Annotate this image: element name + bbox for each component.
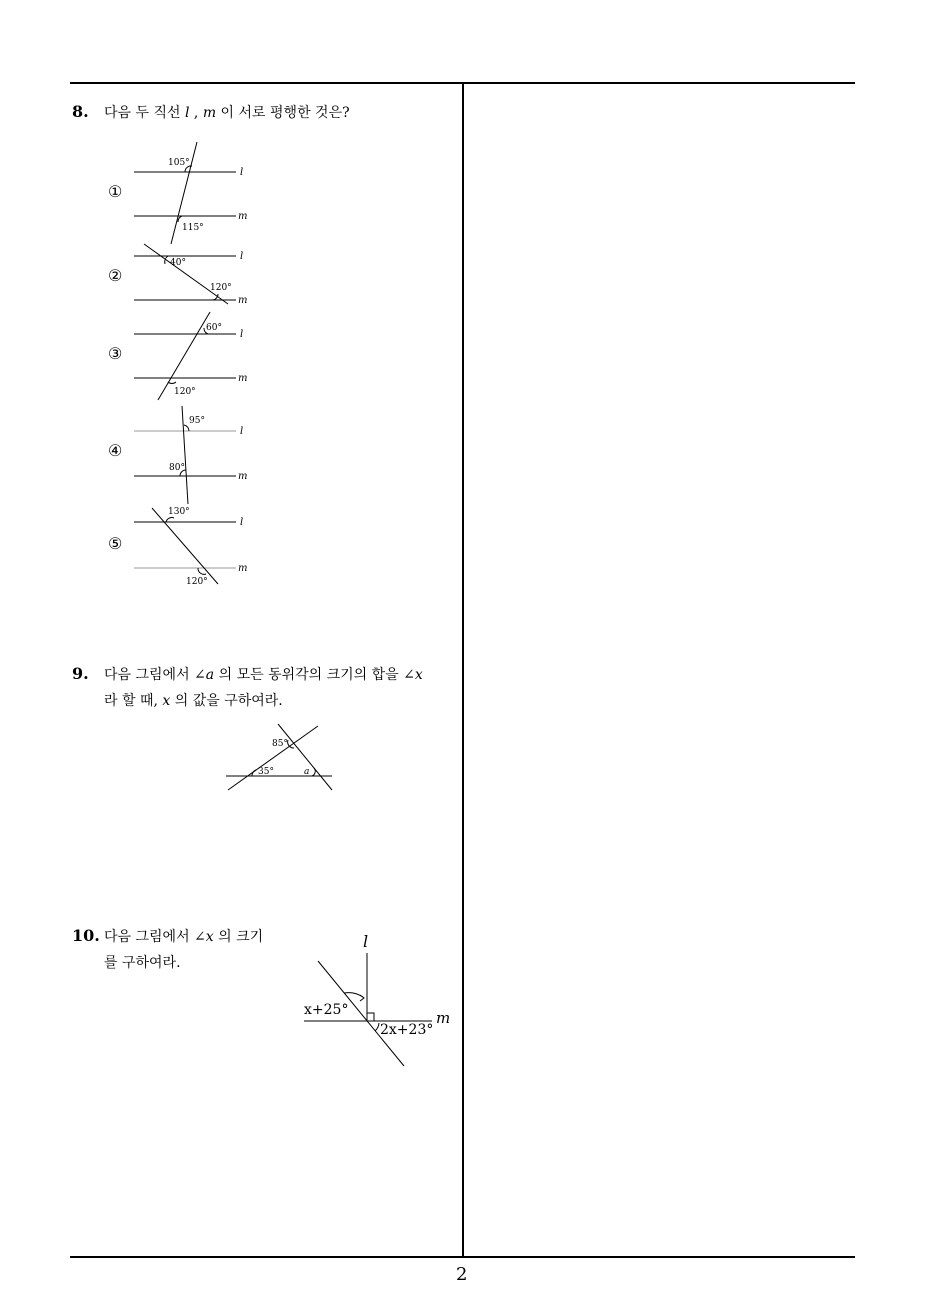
option-5-label-m: m (238, 563, 248, 574)
option-2-label-m: m (238, 295, 248, 306)
question-9-figure (222, 720, 342, 800)
question-9-number: 9. (72, 664, 89, 683)
option-3-marker[interactable]: ③ (108, 344, 123, 363)
question-9-line-2 (104, 688, 423, 714)
option-5-figure (134, 508, 236, 584)
question-9-text (104, 662, 423, 714)
var-x-3: x (205, 929, 214, 945)
option-1-label-l: l (240, 167, 244, 178)
question-10-text (104, 924, 263, 976)
var-l: l (184, 105, 190, 121)
question-9-angle-top: 85° (272, 739, 288, 749)
question-9-line-1-a: 다음 그림에서 ∠ (104, 667, 206, 683)
var-x: x (414, 667, 423, 683)
question-8-sep: , (189, 105, 203, 121)
question-8-text-prefix: 다음 두 직선 (104, 105, 185, 121)
question-10-line-1 (104, 924, 263, 950)
question-9-line-1-b: 의 모든 동위각의 크기의 합을 ∠ (214, 667, 415, 683)
question-10-line-2: 를 구하여라. (104, 955, 181, 971)
var-x-2: x (162, 693, 171, 709)
page-number: 2 (456, 1264, 468, 1285)
question-9-angle-left: 35° (258, 767, 274, 777)
option-2-angle-bottom: 120° (210, 283, 232, 293)
option-3-label-m: m (238, 373, 248, 384)
option-4-label-l: l (240, 426, 244, 437)
question-10-line-1-a: 다음 그림에서 ∠ (104, 929, 206, 945)
option-4-angle-top: 95° (189, 416, 205, 426)
option-4-marker[interactable]: ④ (108, 441, 123, 460)
question-10-angle-left: x+25° (304, 1002, 349, 1018)
question-8-figures (130, 138, 280, 598)
question-9-line-2-b: 의 값을 구하여라. (170, 693, 283, 709)
option-5-marker[interactable]: ⑤ (108, 534, 123, 553)
option-5-angle-bottom: 120° (186, 577, 208, 587)
question-9-line-1 (104, 662, 423, 688)
question-10-number: 10. (72, 926, 100, 945)
option-3-label-l: l (240, 329, 244, 340)
option-5-angle-top: 130° (168, 507, 190, 517)
question-8-text-suffix: 이 서로 평행한 것은? (216, 105, 350, 121)
option-1-marker[interactable]: ① (108, 182, 123, 201)
option-2-label-l: l (240, 251, 244, 262)
question-8-text (104, 100, 350, 126)
option-4-angle-bottom: 80° (169, 463, 185, 473)
option-5-label-l: l (240, 517, 244, 528)
option-1-angle-top: 105° (168, 158, 190, 168)
question-8-number: 8. (72, 102, 89, 121)
var-a: a (205, 667, 215, 683)
question-10-label-l: l (363, 932, 369, 951)
option-2-figure (134, 244, 236, 304)
option-2-angle-top: 40° (170, 258, 186, 268)
option-1-label-m: m (238, 211, 248, 222)
question-10-figure (300, 925, 460, 1075)
question-10-line-1-b: 의 크기 (213, 929, 264, 945)
option-4-label-m: m (238, 471, 248, 482)
option-4-figure (134, 406, 236, 504)
bottom-rule (70, 1256, 855, 1258)
var-m: m (202, 105, 217, 121)
option-3-angle-bottom: 120° (174, 387, 196, 397)
option-2-marker[interactable]: ② (108, 266, 123, 285)
question-9-angle-a: a (304, 767, 310, 777)
question-9-line-2-a: 라 할 때, (104, 693, 163, 709)
question-10-angle-right: 2x+23° (380, 1022, 434, 1038)
question-10-label-m: m (436, 1009, 451, 1027)
column-divider (462, 82, 464, 1258)
option-1-angle-bottom: 115° (182, 223, 204, 233)
option-3-angle-top: 60° (206, 323, 222, 333)
